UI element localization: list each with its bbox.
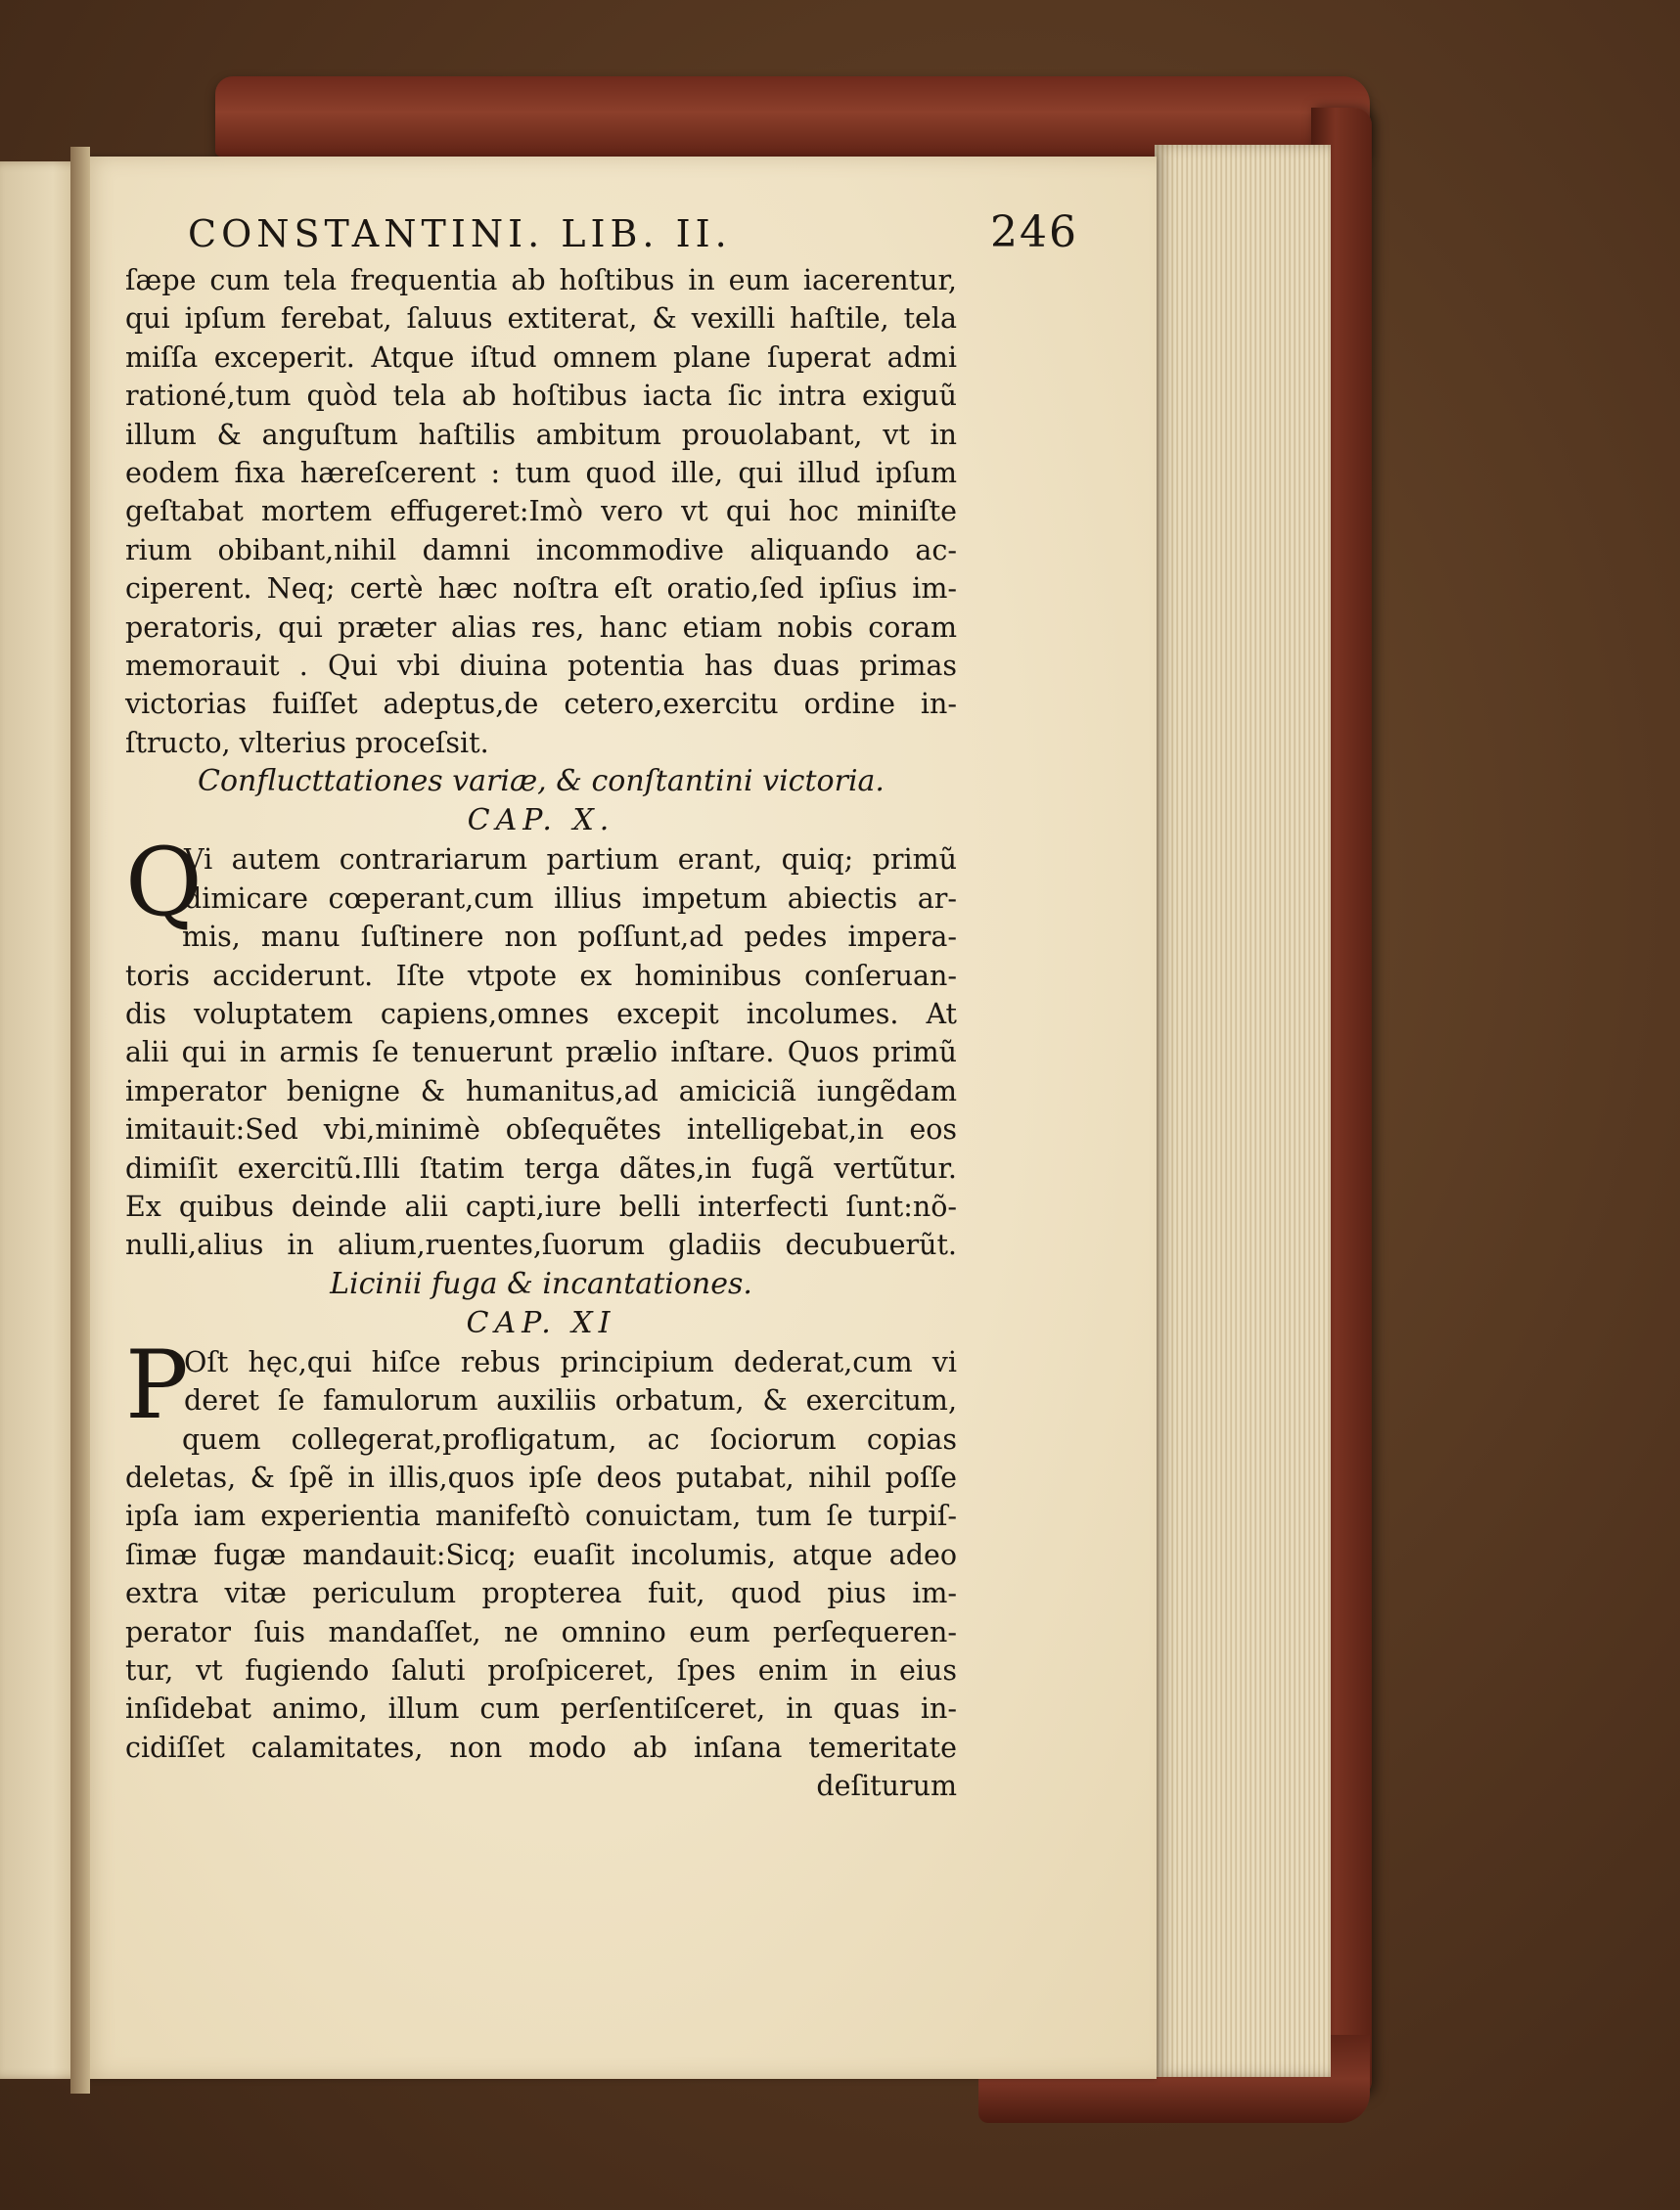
section-heading-x: Conflucttationes variæ, & conſtantini victoria.	[198, 764, 885, 799]
text-line: geſtabat mortem effugeret:Imò vero vt qui hoc miniſte	[125, 495, 957, 528]
text-line: nulli,alius in alium,ruentes,ſuorum gladiis decubuerũt.	[125, 1229, 957, 1262]
text-line: ipſa iam experientia manifeſtò conuictam, tum ſe turpiſ-	[125, 1500, 957, 1533]
catchword: deſiturum	[816, 1770, 957, 1803]
text-line: imitauit:Sed vbi,minimè obſequẽtes intelligebat,in eos	[125, 1113, 957, 1147]
text-line: inſidebat animo, illum cum perſentiſceret, in quas in-	[125, 1692, 957, 1726]
text-line: ſtructo, vlterius proceſsit.	[125, 726, 489, 759]
running-title: CONSTANTINI. LIB. II.	[188, 212, 732, 255]
text-line: dis voluptatem capiens,omnes excepit incolumes. At	[125, 997, 957, 1030]
text-line: quem collegerat,profligatum, ac ſociorum copias	[182, 1422, 957, 1456]
text-line: Vi autem contrariarum partium erant, quiq; primũ	[184, 843, 957, 877]
text-line: eodem fixa hæreſcerent : tum quod ille, qui illud ipſum	[125, 457, 957, 490]
text-line: mis, manu ſuſtinere non poſſunt,ad pedes impera-	[182, 921, 957, 954]
gutter	[70, 147, 90, 2094]
drop-cap: Q	[125, 828, 203, 938]
text-line: tur, vt fugiendo ſaluti proſpiceret, ſpes enim in eius	[125, 1654, 957, 1687]
section-continuation	[125, 261, 957, 762]
text-line: Ex quibus deinde alii capti,iure belli interfecti ſunt:nõ-	[125, 1190, 957, 1223]
text-line: extra vitæ periculum propterea fuit, quod pius im-	[125, 1577, 957, 1610]
text-line: deletas, & ſpẽ in illis,quos ipſe deos putabat, nihil poſſe	[125, 1461, 957, 1494]
text-line: alii qui in armis ſe tenuerunt prælio inſtare. Quos primũ	[125, 1036, 957, 1069]
chapter-x-paragraph	[125, 828, 957, 1264]
text-line: dimicare cœperant,cum illius impetum abiectis ar-	[184, 881, 957, 915]
text-line: rium obibant,nihil damni incommodive aliquando ac-	[125, 533, 957, 566]
text-line: deret ſe famulorum auxiliis orbatum, & exercitum,	[184, 1384, 957, 1418]
text-line: cidiſſet calamitates, non modo ab inſana temeritate	[125, 1731, 957, 1764]
text-line: ſimæ fugæ mandauit:Sicq; euaſit incolumis, atque adeo	[125, 1538, 957, 1571]
text-line: toris acciderunt. Iſte vtpote ex hominibus conſeruan-	[125, 959, 957, 992]
text-line: memorauit . Qui vbi diuina potentia has duas primas	[125, 650, 957, 683]
drop-cap: P	[125, 1330, 189, 1440]
chapter-xi-paragraph	[125, 1330, 957, 1767]
page-fore-edge	[1155, 145, 1331, 2077]
text-line: rationé,tum quòd tela ab hoſtibus iacta ſic intra exiguũ	[125, 380, 957, 413]
text-line: qui ipſum ferebat, ſaluus extiterat, & vexilli haſtile, tela	[125, 302, 957, 336]
text-line: perator ſuis mandaſſet, ne omnino eum perſequeren-	[125, 1615, 957, 1648]
text-line: dimiſit exercitũ.Illi ſtatim terga dãtes,in fugã vertũtur.	[125, 1151, 957, 1185]
text-line: miſſa exceperit. Atque iſtud omnem plane ſuperat admi	[125, 340, 957, 374]
text-line: victorias fuiſſet adeptus,de cetero,exercitu ordine in-	[125, 688, 957, 721]
text-line: imperator benigne & humanitus,ad amiciciã iungẽdam	[125, 1074, 957, 1107]
text-line: ciperent. Neq; certè hæc noſtra eſt oratio,ſed ipſius im-	[125, 572, 957, 606]
text-line: peratoris, qui præter alias res, hanc etiam nobis coram	[125, 610, 957, 644]
page-number: 246	[990, 207, 1078, 257]
text-block	[125, 207, 1078, 1806]
text-line: illum & anguſtum haſtilis ambitum prouolabant, vt in	[125, 418, 957, 451]
running-head	[188, 207, 1078, 257]
text-line: Oſt hęc,qui hiſce rebus principium dederat,cum vi	[184, 1345, 957, 1378]
chapter-label-x: CAP. X.	[467, 803, 615, 838]
text-line: ſæpe cum tela frequentia ab hoſtibus in eum iacerentur,	[125, 264, 957, 296]
section-heading-xi: Licinii fuga & incantationes.	[330, 1266, 752, 1301]
chapter-label-xi: CAP. XI	[466, 1305, 616, 1340]
